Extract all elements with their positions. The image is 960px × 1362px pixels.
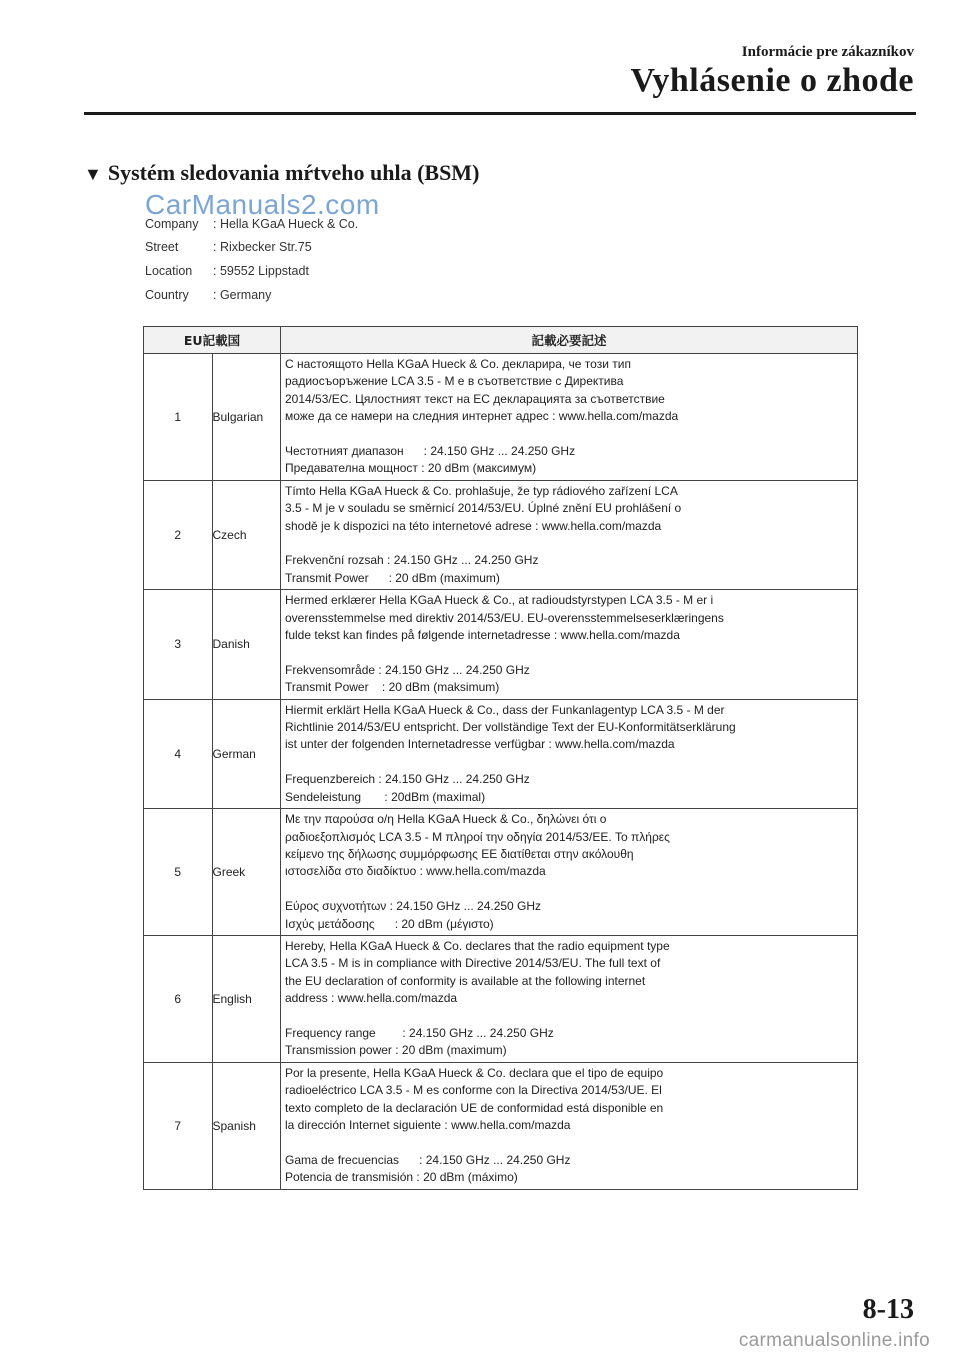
street-value: : Rixbecker Str.75 <box>213 240 312 255</box>
declaration-line: Εύρος συχνοτήτων : 24.150 GHz ... 24.250 GHz <box>285 899 542 914</box>
table-header-row <box>144 327 858 354</box>
declaration-line: Transmission power : 20 dBm (maximum) <box>285 1043 507 1058</box>
row-number: 2 <box>144 480 213 589</box>
header-divider <box>84 112 916 115</box>
line-gap <box>285 754 857 771</box>
declaration-line: Ισχύς μετάδοσης : 20 dBm (μέγιστο) <box>285 916 494 931</box>
row-number: 3 <box>144 590 213 699</box>
page-title: Vyhlásenie o zhode <box>630 62 914 99</box>
declaration-line: Tímto Hella KGaA Hueck & Co. prohlašuje, že typ rádiového zařízení LCA <box>285 483 678 498</box>
declaration-line: Με την παρούσα ο/η Hella KGaA Hueck & Co., δηλώνει ότι ο <box>285 812 607 827</box>
declaration-line: texto completo de la declaración UE de conformidad está disponible en <box>285 1100 664 1115</box>
row-declaration-text <box>281 354 858 481</box>
line-gap <box>285 535 857 552</box>
street-label: Street <box>145 240 179 255</box>
declaration-line: LCA 3.5 - M is in compliance with Directive 2014/53/EU. The full text of <box>285 956 661 971</box>
table-row <box>144 590 858 699</box>
declaration-line: address : www.hella.com/mazda <box>285 991 458 1006</box>
declaration-line: la dirección Internet siguiente : www.hella.com/mazda <box>285 1117 571 1132</box>
declaration-line: shodě je k dispozici na této internetové adrese : www.hella.com/mazda <box>285 518 662 533</box>
company-info <box>145 212 358 306</box>
row-language: German <box>212 699 281 808</box>
declaration-line: Hereby, Hella KGaA Hueck & Co. declares that the radio equipment type <box>285 938 670 953</box>
table-row <box>144 354 858 481</box>
company-label: Company <box>145 216 199 231</box>
country-value: : Germany <box>213 287 272 302</box>
declaration-line: Frequency range : 24.150 GHz ... 24.250 GHz <box>285 1025 554 1040</box>
declaration-line: ραδιοεξοπλισμός LCA 3.5 - M πληροί την οδηγία 2014/53/EE. Το πλήρες <box>285 829 670 844</box>
declaration-line: Richtlinie 2014/53/EU entspricht. Der vollständige Text der EU-Konformitätserklärung <box>285 720 736 735</box>
row-declaration-text <box>281 590 858 699</box>
line-gap <box>285 644 857 661</box>
table-body <box>144 354 858 1190</box>
declaration-line: Gama de frecuencias : 24.150 GHz ... 24.250 GHz <box>285 1152 571 1167</box>
declaration-line: може да се намери на следния интернет адрес : www.hella.com/mazda <box>285 409 679 424</box>
row-number: 7 <box>144 1062 213 1189</box>
table-row <box>144 480 858 589</box>
header-eu-country: EU記載国 <box>144 327 281 354</box>
declaration-line: Hiermit erklärt Hella KGaA Hueck & Co., dass der Funkanlagentyp LCA 3.5 - M der <box>285 702 725 717</box>
line-gap <box>285 426 857 443</box>
declaration-line: radioeléctrico LCA 3.5 - M es conforme con la Directiva 2014/53/UE. El <box>285 1083 662 1098</box>
triangle-down-icon: ▼ <box>84 164 102 184</box>
declaration-line: 3.5 - M je v souladu se směrnicí 2014/53/EU. Úplné znění EU prohlášení o <box>285 501 682 516</box>
row-declaration-text <box>281 699 858 808</box>
row-number: 5 <box>144 809 213 936</box>
header-subtitle: Informácie pre zákazníkov <box>741 44 914 60</box>
row-declaration-text <box>281 935 858 1062</box>
row-number: 1 <box>144 354 213 481</box>
declaration-line: 2014/53/EC. Цялостният текст на EC декларацията за съответствие <box>285 391 665 406</box>
table-row <box>144 699 858 808</box>
declaration-line: Potencia de transmisión : 20 dBm (máximo) <box>285 1170 518 1185</box>
declaration-line: Por la presente, Hella KGaA Hueck & Co. declara que el tipo de equipo <box>285 1065 664 1080</box>
row-declaration-text <box>281 809 858 936</box>
row-language: Greek <box>212 809 281 936</box>
declaration-line: Transmit Power : 20 dBm (maximum) <box>285 570 500 585</box>
watermark-logo: CarManuals2.com <box>145 189 380 220</box>
line-gap <box>285 1134 857 1151</box>
row-language: Spanish <box>212 1062 281 1189</box>
declaration-line: ist unter der folgenden Internetadresse verfügbar : www.hella.com/mazda <box>285 737 675 752</box>
country-row <box>145 283 358 307</box>
line-gap <box>285 881 857 898</box>
declaration-line: Sendeleistung : 20dBm (maximal) <box>285 789 486 804</box>
row-language: English <box>212 935 281 1062</box>
declaration-line: С настоящото Hella KGaA Hueck & Co. декларира, че този тип <box>285 357 631 371</box>
row-declaration-text <box>281 480 858 589</box>
footer-site-watermark: carmanualsonline.info <box>738 1330 930 1351</box>
table-row <box>144 935 858 1062</box>
row-language: Bulgarian <box>212 354 281 481</box>
declaration-line: Frekvenční rozsah : 24.150 GHz ... 24.250 GHz <box>285 553 539 568</box>
declaration-line: overensstemmelse med direktiv 2014/53/EU. EU-overensstemmelseserklæringens <box>285 610 724 625</box>
declaration-line: Hermed erklærer Hella KGaA Hueck & Co., at radioudstyrstypen LCA 3.5 - M er i <box>285 593 714 608</box>
table-row <box>144 1062 858 1189</box>
street-row <box>145 236 358 260</box>
table-row <box>144 809 858 936</box>
declaration-line: Transmit Power : 20 dBm (maksimum) <box>285 680 500 695</box>
declaration-line: fulde tekst kan findes på følgende internetadresse : www.hella.com/mazda <box>285 628 680 643</box>
country-label: Country <box>145 287 189 302</box>
location-value: : 59552 Lippstadt <box>213 263 309 278</box>
row-language: Czech <box>212 480 281 589</box>
company-value: : Hella KGaA Hueck & Co. <box>213 216 359 231</box>
declaration-line: Предавателна мощност : 20 dBm (максимум) <box>285 461 537 476</box>
section-heading <box>84 160 479 186</box>
declaration-line: the EU declaration of conformity is available at the following internet <box>285 973 646 988</box>
declaration-line: Честотният диапазон : 24.150 GHz ... 24.250 GHz <box>285 444 576 459</box>
declaration-line: ιστοσελίδα στο διαδίκτυο : www.hella.com/mazda <box>285 864 546 879</box>
location-row <box>145 259 358 283</box>
location-label: Location <box>145 263 193 278</box>
section-title-text: Systém sledovania mŕtveho uhla (BSM) <box>107 160 480 185</box>
declaration-line: Frekvensområde : 24.150 GHz ... 24.250 GHz <box>285 662 530 677</box>
declaration-line: κείμενο της δήλωσης συμμόρφωσης ΕΕ διατίθεται στην ακόλουθη <box>285 846 634 861</box>
row-number: 4 <box>144 699 213 808</box>
declaration-line: радиосъоръжение LCA 3.5 - M е в съответствие с Директива <box>285 374 624 389</box>
declaration-table <box>143 326 858 1190</box>
row-language: Danish <box>212 590 281 699</box>
page-number: 8-13 <box>862 1294 914 1325</box>
header-required-statement: 記載必要記述 <box>281 327 858 354</box>
row-number: 6 <box>144 935 213 1062</box>
row-declaration-text <box>281 1062 858 1189</box>
company-row <box>145 212 358 236</box>
declaration-line: Frequenzbereich : 24.150 GHz ... 24.250 GHz <box>285 772 530 787</box>
line-gap <box>285 1008 857 1025</box>
